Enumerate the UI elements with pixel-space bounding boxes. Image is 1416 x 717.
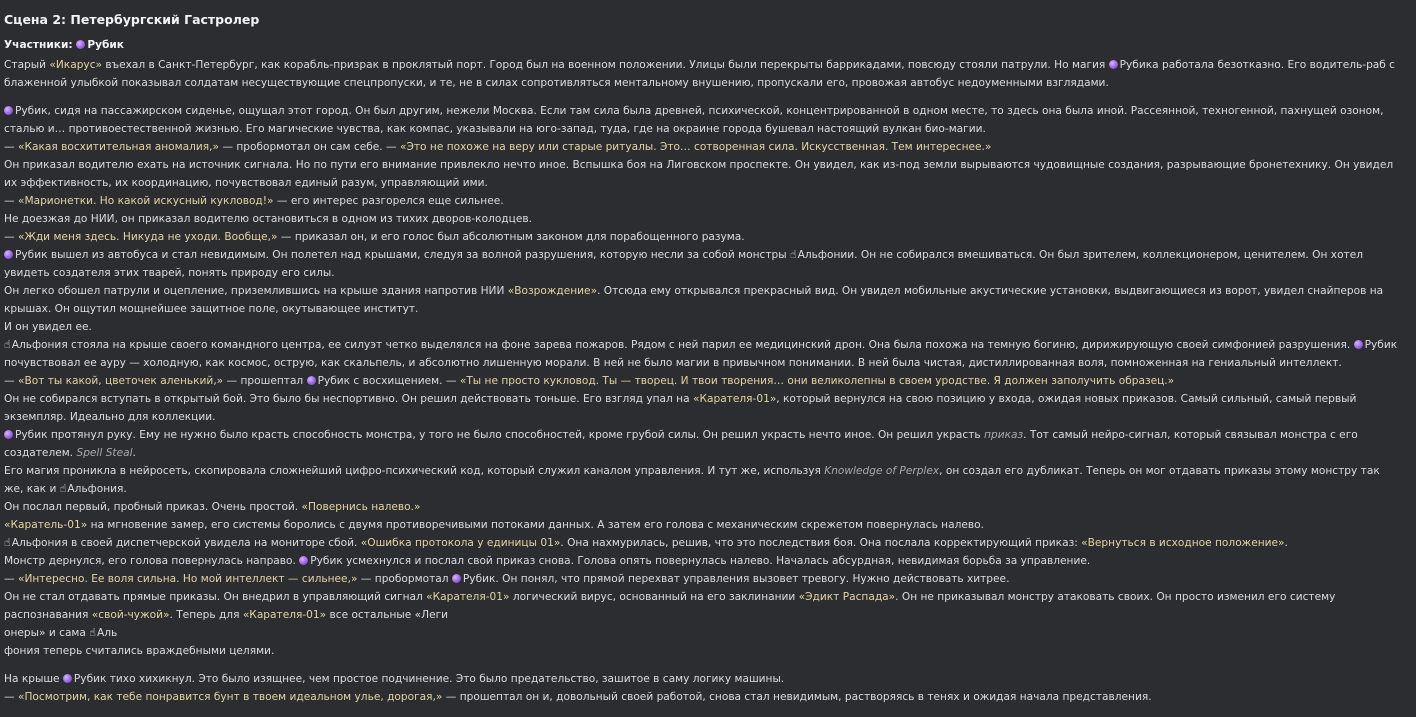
- hand-icon: ☝: [789, 248, 797, 261]
- participants-line: [4, 36, 1400, 54]
- paragraph: — «Вот ты какой, цветочек аленький,» — прошептал Рубик с восхищением. — «Ты не просто кукловод. Ты — творец. И твои творения… они великолепны в своем уродстве. Я должен заполучить образец.»: [4, 375, 1175, 387]
- paragraph: — «Посмотрим, как тебе понравится бунт в твоем идеальном улье, дорогая,» — прошептал он и, довольный своей работой, снова стал невидимым, растворяясь в тенях и ожидая начала представления.: [4, 691, 1152, 703]
- paragraph: Рубик вышел из автобуса и стал невидимым. Он полетел над крышами, следуя за волной разрушения, которую несли за собой монстры ☝Альфонии. Он не собирался вмешиваться. Он был зрителем, коллекционером, ценителем. Он хотел увидеть создателя этих тварей, понять природу его силы.: [4, 248, 1364, 279]
- paragraph: На крыше Рубик тихо хихикнул. Это было изящнее, чем простое подчинение. Это было предательство, зашитое в саму логику машины.: [4, 673, 785, 685]
- crystal-ball-icon: [452, 574, 461, 583]
- hand-icon: ☝: [89, 626, 96, 639]
- paragraph: Он не собирался вступать в открытый бой. Это было бы неспортивно. Он решил действовать тоньше. Его взгляд упал на «Карателя-01», который вернулся на свою позицию у входа, ожидая новых приказов. Самый сильный, самый первый экземпляр. Идеально для коллекции.: [4, 393, 1357, 423]
- paragraph: ☝Альфония в своей диспетчерской увидела на мониторе сбой. «Ошибка протокола у единицы 01». Она нахмурилась, решив, что это последствия боя. Она послала корректирующий приказ: «Вернуться в исходное положение».: [4, 534, 1400, 552]
- paragraph: Он легко обошел патрули и оцепление, приземлившись на крыше здания напротив НИИ «Возрождение». Отсюда ему открывался прекрасный вид. Он увидел мобильные акустические установки, выдвигающиеся из ворот, увидел снайперов на крышах. Он ощутил мощнейшее защитное поле, окутывающее институт.: [4, 285, 1384, 315]
- paragraph: Его магия проникла в нейросеть, скопировала сложнейший цифро-психический код, который служил каналом управления. И тут же, используя Knowledge of Perplex, он создал его дубликат. Теперь он мог отдавать приказы этому монстру так же, как и ☝Альфония.: [4, 462, 1400, 498]
- paragraph: Он послал первый, пробный приказ. Очень простой. «Повернись налево.»: [4, 501, 421, 513]
- paragraph: Он не стал отдавать прямые приказы. Он внедрил в управляющий сигнал «Карателя-01» логический вирус, основанный на его заклинании «Эдикт Распада». Он не приказывал монстру атаковать своих. Он просто изменил его систему распознавания «свой-чужой». Теперь для «Карателя-01» все остальные «Леги: [4, 591, 1336, 621]
- hand-icon: ☝: [59, 482, 67, 495]
- paragraph: Рубик, сидя на пассажирском сиденье, ощущал этот город. Он был другим, нежели Москва. Если там сила была древней, психической, концентрированной в одном месте, то здесь она была иной. Рассеянной, техногенной, пахнущей озоном, сталью и… противоестественной жизнью. Его магические чувства, как компас, указывали на юго-запад, туда, где на окраине города бушевал настоящий вулкан био-магии.: [4, 105, 1384, 135]
- paragraph: Монстр дернулся, его голова повернулась направо. Рубик усмехнулся и послал свой приказ снова. Голова опять повернулась налево. Началась абсурдная, невидимая борьба за управление.: [4, 555, 1091, 567]
- paragraph: онеры» и сама ☝Аль: [4, 624, 1400, 642]
- paragraph: — «Марионетки. Но какой искусный кукловод!» — его интерес разгорелся еще сильнее.: [4, 195, 504, 207]
- paragraph: Старый «Икарус» въехал в Санкт-Петербург, как корабль-призрак в проклятый порт. Город был на военном положении. Улицы были перекрыты баррикадами, повсюду стояли патрули. Но магия Рубика работала безотказно. Его водитель-раб с блаженной улыбкой показывал солдатам несуществующие спецпропуски, и те, не в силах сопротивляться ментальному внушению, пропускали его, провожая автобус недоуменными взглядами.: [4, 59, 1396, 89]
- paragraph: «Каратель-01» на мгновение замер, его системы боролись с двумя противоречивыми потоками данных. А затем его голова с механическим скрежетом повернулась налево.: [4, 519, 984, 531]
- hand-icon: ☝: [4, 338, 11, 351]
- paragraph: Он приказал водителю ехать на источник сигнала. Но по пути его внимание привлекло нечто иное. Вспышка боя на Лиговском проспекте. Он увидел, как из-под земли вырываются чудовищные создания, разрывающие бронетехнику. Он увидел их эффективность, их координацию, почувствовал единый разум, управляющий ими.: [4, 159, 1394, 189]
- scene-title: Сцена 2: Петербургский Гастролер: [4, 12, 260, 27]
- crystal-ball-icon: [299, 556, 308, 565]
- paragraph: фония теперь считались враждебными целями.: [4, 645, 275, 657]
- crystal-ball-icon: [76, 40, 85, 49]
- paragraph: ☝Альфония стояла на крыше своего командного центра, ее силуэт четко выделялся на фоне зарева пожаров. Рядом с ней парил ее медицинский дрон. Она была похожа на темную богиню, дирижирующую своей симфонией разрушения. Рубик почувствовал ее ауру — холодную, как космос, острую, как скальпель, и абсолютно лишенную морали. В ней не было магии в привычном понимании. В ней была чистая, дистиллированная воля, помноженная на гениальный интеллект.: [4, 338, 1398, 369]
- paragraph: Не доезжая до НИИ, он приказал водителю остановиться в одном из тихих дворов-колодцев.: [4, 213, 532, 225]
- paragraph: — «Какая восхитительная аномалия,» — пробормотал он сам себе. — «Это не похоже на веру или старые ритуалы. Это… сотворенная сила. Искусственная. Тем интереснее.»: [4, 141, 992, 153]
- paragraph: — «Жди меня здесь. Никуда не уходи. Вообще,» — приказал он, и его голос был абсолютным законом для порабощенного разума.: [4, 231, 745, 243]
- crystal-ball-icon: [1109, 60, 1118, 69]
- crystal-ball-icon: [63, 674, 72, 683]
- crystal-ball-icon: [4, 430, 13, 439]
- participants-label: Участники:: [4, 39, 73, 51]
- crystal-ball-icon: [4, 250, 13, 259]
- crystal-ball-icon: [4, 106, 13, 115]
- paragraph: — «Интересно. Ее воля сильна. Но мой интеллект — сильнее,» — пробормотал Рубик. Он понял, что прямой перехват управления вызовет тревогу. Нужно действовать хитрее.: [4, 573, 1010, 585]
- participants-name: Рубик: [87, 39, 124, 51]
- paragraph: И он увидел ее.: [4, 321, 92, 333]
- crystal-ball-icon: [307, 376, 316, 385]
- paragraph: Рубик протянул руку. Ему не нужно было красть способность монстра, у того не было способностей, кроме грубой силы. Он решил украсть нечто иное. Он решил украсть приказ. Тот самый нейро-сигнал, который связывал монстра с его создателем. Spell Steal.: [4, 429, 1358, 459]
- hand-icon: ☝: [4, 536, 11, 549]
- crystal-ball-icon: [1354, 340, 1363, 349]
